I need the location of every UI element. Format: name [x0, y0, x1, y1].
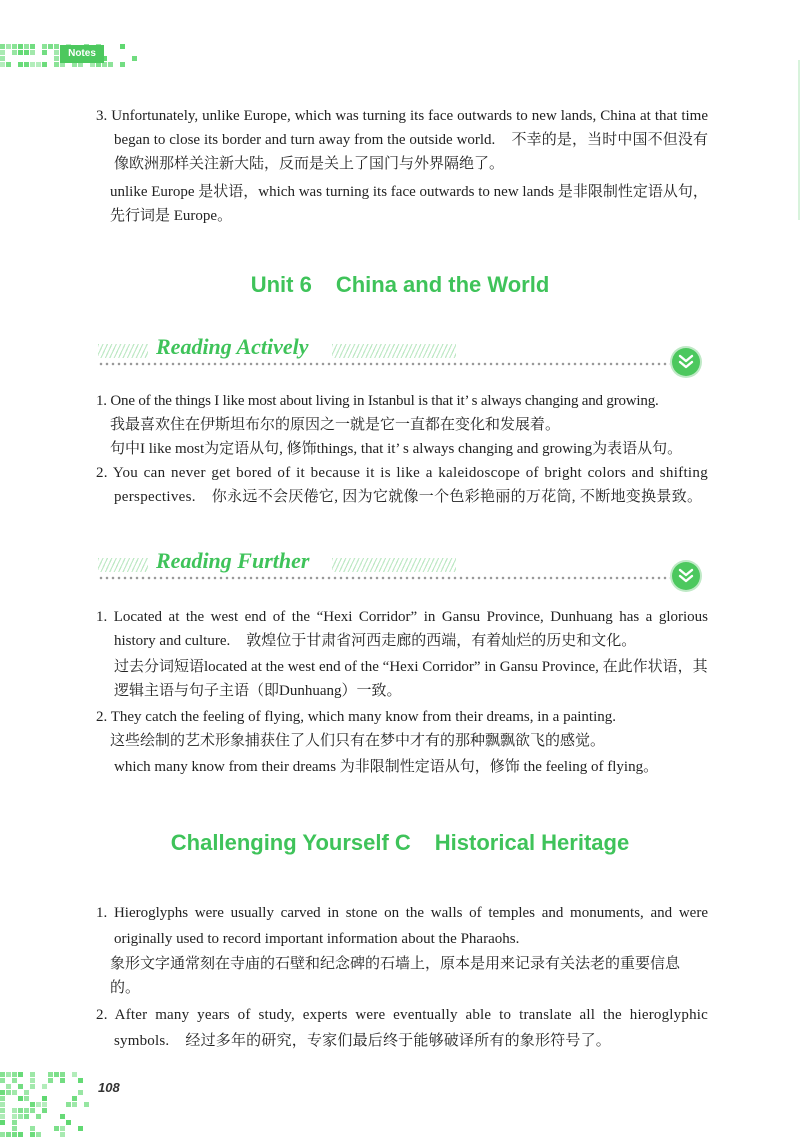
pixel-square — [42, 1084, 47, 1089]
intro-item-3-en: 3. Unfortunately, unlike Europe, which was turning its face outwards to new lands, China at that time began to close its border and turn away from the outside world. — [96, 108, 708, 148]
pixel-square — [60, 1114, 65, 1119]
pixel-square — [54, 50, 59, 55]
pixel-square — [12, 1120, 17, 1125]
pixel-square — [36, 1102, 41, 1107]
pixel-square — [24, 44, 29, 49]
pixel-square — [78, 1090, 83, 1095]
pixel-square — [0, 50, 5, 55]
pixel-square — [0, 56, 5, 61]
hatch-decoration — [332, 344, 456, 358]
pixel-square — [120, 62, 125, 67]
page-number: 108 — [98, 1080, 120, 1095]
pixel-square — [6, 1132, 11, 1137]
pixel-square — [120, 44, 125, 49]
pixel-square — [66, 1120, 71, 1125]
pixel-square — [66, 1102, 71, 1107]
reading-actively-item-1: 1. One of the things I like most about living in Istanbul is that it’ s always changing and growing. — [96, 393, 659, 409]
pixel-square — [30, 1126, 35, 1131]
pixel-square — [30, 1072, 35, 1077]
reading-further-block — [96, 605, 708, 779]
reading-further-title: Reading Further — [156, 548, 310, 573]
pixel-square — [18, 50, 23, 55]
pixel-square — [54, 1072, 59, 1077]
reading-further-item-1-note: 过去分词短语located at the west end of the “Hexi Corridor” in Gansu Province, 在此作状语，其逻辑主语与句子主语（即Dunhuang）一致。 — [114, 659, 708, 699]
hatch-decoration — [98, 558, 148, 572]
pixel-square — [0, 1114, 5, 1119]
challenge-title — [0, 830, 800, 856]
pixel-square — [24, 50, 29, 55]
pixel-square — [18, 1084, 23, 1089]
pixel-square — [30, 1084, 35, 1089]
intro-item-3-cn: 不幸的是，当时中国不但没有像欧洲那样关注新大陆，反而是关上了国门与外界隔绝了。 — [114, 132, 708, 172]
pixel-square — [132, 56, 137, 61]
reading-actively-heading — [98, 334, 704, 374]
dotted-rule — [98, 576, 670, 580]
pixel-square — [0, 1078, 5, 1083]
intro-block — [96, 104, 708, 228]
footer-pixel-decoration — [0, 1072, 95, 1138]
reading-actively-block — [96, 389, 708, 509]
pixel-square — [36, 1114, 41, 1119]
pixel-square — [78, 1078, 83, 1083]
reading-actively-item-1-note: 句中I like most为定语从句, 修饰things, that it’ s always changing and growing为表语从句。 — [110, 441, 683, 457]
reading-further-heading — [98, 548, 704, 588]
pixel-square — [6, 1072, 11, 1077]
reading-further-item-1 — [96, 605, 708, 653]
challenge-item-2-cn: 经过多年的研究，专家们最后终于能够破译所有的象形符号了。 — [185, 1033, 611, 1049]
hatch-decoration — [332, 558, 456, 572]
reading-further-item-2-note: which many know from their dreams 为非限制性定语从句，修饰 the feeling of flying。 — [114, 759, 659, 775]
pixel-square — [84, 1102, 89, 1107]
challenge-item-1-cn: 象形文字通常刻在寺庙的石壁和纪念碑的石墙上，原本是用来记录有关法老的重要信息的。 — [110, 956, 681, 996]
pixel-square — [54, 62, 59, 67]
double-chevron-down-icon — [672, 348, 700, 376]
pixel-square — [0, 62, 5, 67]
pixel-square — [42, 1102, 47, 1107]
pixel-square — [24, 1090, 29, 1095]
pixel-square — [0, 1096, 5, 1101]
pixel-square — [60, 1132, 65, 1137]
pixel-square — [0, 1120, 5, 1125]
challenge-number: Challenging Yourself C — [170, 830, 411, 855]
challenge-item-2-en: 2. After many years of study, experts were eventually able to translate all the hieroglyphic symbols. — [96, 1007, 708, 1049]
pixel-square — [54, 44, 59, 49]
reading-actively-item-1-cn: 我最喜欢住在伊斯坦布尔的原因之一就是它一直都在变化和发展着。 — [110, 417, 561, 433]
pixel-square — [60, 1078, 65, 1083]
hatch-decoration — [98, 344, 148, 358]
pixel-square — [24, 62, 29, 67]
unit-name: China and the World — [335, 272, 550, 297]
unit-title — [0, 272, 800, 298]
pixel-square — [0, 44, 5, 49]
pixel-square — [12, 1078, 17, 1083]
pixel-square — [0, 1108, 5, 1113]
pixel-square — [48, 44, 53, 49]
pixel-square — [18, 44, 23, 49]
pixel-square — [42, 1108, 47, 1113]
pixel-square — [54, 1126, 59, 1131]
pixel-square — [12, 50, 17, 55]
reading-further-item-1-cn: 敦煌位于甘肃省河西走廊的西端，有着灿烂的历史和文化。 — [246, 633, 637, 649]
reading-actively-title: Reading Actively — [156, 334, 309, 359]
dotted-rule — [98, 362, 670, 366]
challenge-name: Historical Heritage — [434, 830, 630, 855]
pixel-square — [30, 44, 35, 49]
pixel-square — [72, 1072, 77, 1077]
pixel-square — [24, 1114, 29, 1119]
reading-further-item-2: 2. They catch the feeling of flying, which many know from their dreams, in a painting. — [96, 709, 616, 725]
pixel-square — [54, 56, 59, 61]
pixel-square — [18, 62, 23, 67]
pixel-square — [12, 1126, 17, 1131]
pixel-square — [24, 1108, 29, 1113]
pixel-square — [30, 1102, 35, 1107]
pixel-square — [36, 1132, 41, 1137]
pixel-square — [48, 1078, 53, 1083]
pixel-square — [24, 1096, 29, 1101]
pixel-square — [48, 1072, 53, 1077]
challenge-item-1: 1. Hieroglyphs were usually carved in stone on the walls of temples and monuments, and were originally used to record important information about the Pharaohs. — [96, 905, 708, 947]
pixel-square — [18, 1108, 23, 1113]
reading-further-item-2-cn: 这些绘制的艺术形象捕获住了人们只有在梦中才有的那种飘飘欲飞的感觉。 — [110, 733, 606, 749]
pixel-square — [12, 1132, 17, 1137]
reading-actively-item-2 — [96, 461, 708, 509]
pixel-square — [42, 44, 47, 49]
reading-actively-item-2-en: 2. You can never get bored of it because it is like a kaleidoscope of bright colors and shifting perspectives. — [96, 465, 708, 505]
pixel-square — [0, 1132, 5, 1137]
unit-number: Unit 6 — [250, 272, 312, 297]
pixel-square — [12, 1114, 17, 1119]
intro-item-3-note: unlike Europe 是状语，which was turning its face outwards to new lands 是非限制性定语从句，先行词是 Europe。 — [110, 184, 708, 224]
pixel-square — [30, 1078, 35, 1083]
pixel-square — [12, 1108, 17, 1113]
pixel-square — [108, 62, 113, 67]
pixel-square — [42, 50, 47, 55]
pixel-square — [0, 1102, 5, 1107]
pixel-square — [30, 62, 35, 67]
pixel-square — [60, 1072, 65, 1077]
pixel-square — [18, 1096, 23, 1101]
pixel-square — [18, 1114, 23, 1119]
pixel-square — [72, 1096, 77, 1101]
pixel-square — [12, 44, 17, 49]
pixel-square — [12, 1090, 17, 1095]
pixel-square — [18, 1072, 23, 1077]
pixel-square — [78, 1126, 83, 1131]
pixel-square — [6, 1084, 11, 1089]
pixel-square — [30, 1108, 35, 1113]
pixel-square — [0, 1090, 5, 1095]
pixel-square — [12, 1072, 17, 1077]
pixel-square — [18, 1132, 23, 1137]
pixel-square — [36, 62, 41, 67]
intro-item-3 — [96, 104, 708, 176]
pixel-square — [6, 44, 11, 49]
challenge-item-2 — [96, 1002, 708, 1054]
pixel-square — [42, 1096, 47, 1101]
pixel-square — [42, 62, 47, 67]
pixel-square — [30, 50, 35, 55]
reading-actively-item-2-cn: 你永远不会厌倦它, 因为它就像一个色彩艳丽的万花筒, 不断地变换景致。 — [211, 489, 703, 505]
pixel-square — [60, 1126, 65, 1131]
pixel-square — [30, 1132, 35, 1137]
pixel-square — [0, 1072, 5, 1077]
double-chevron-down-icon — [672, 562, 700, 590]
challenge-block — [96, 900, 708, 1054]
reading-further-item-1-en: 1. Located at the west end of the “Hexi Corridor” in Gansu Province, Dunhuang has a glorious history and culture. — [96, 609, 708, 649]
pixel-square — [6, 62, 11, 67]
pixel-square — [72, 1102, 77, 1107]
pixel-square — [6, 1090, 11, 1095]
notes-tab: Notes — [60, 45, 104, 63]
